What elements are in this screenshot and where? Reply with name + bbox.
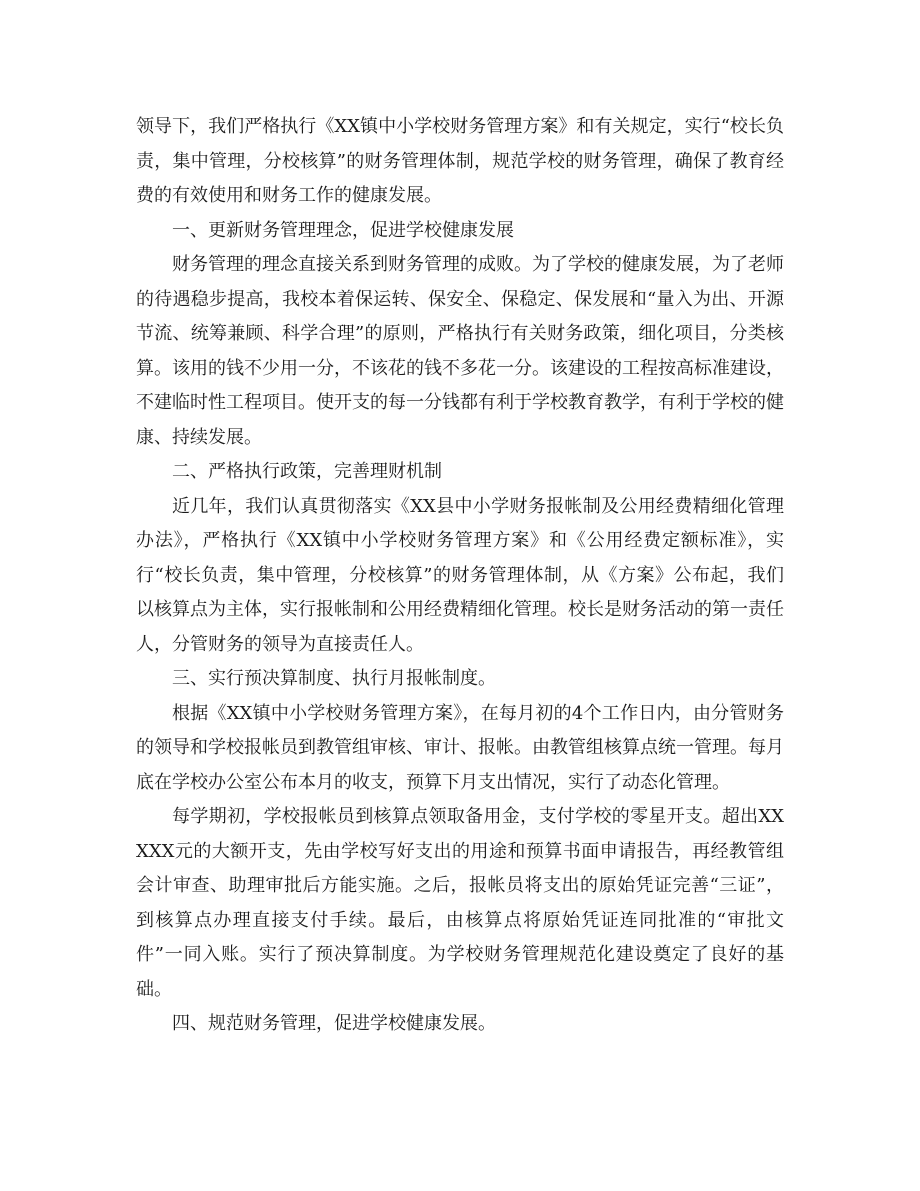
section-heading-4: 四、规范财务管理，促进学校健康发展。	[172, 1013, 496, 1034]
section-heading-3: 三、实行预决算制度、执行月报帐制度。	[172, 668, 496, 689]
section-heading-2: 二、严格执行政策，完善理财机制	[172, 461, 442, 482]
paragraph-intro-continued: 领导下，我们严格执行《XX镇中小学校财务管理方案》和有关规定，实行“校长负责，集中管理，分校核算”的财务管理体制，规范学校的财务管理，确保了教育经费的有效使用和财务工作的健康发展。	[136, 116, 784, 206]
paragraph-section-3-a: 根据《XX镇中小学校财务管理方案》，在每月初的4个工作日内，由分管财务的领导和学校报帐员到教管组审核、审计、报帐。由教管组核算点统一管理。每月底在学校办公室公布本月的收支，预算下月支出情况，实行了动态化管理。	[136, 702, 784, 793]
paragraph-section-1: 财务管理的理念直接关系到财务管理的成败。为了学校的健康发展，为了老师的待遇稳步提高，我校本着保运转、保安全、保稳定、保发展和“量入为出、开源节流、统筹兼顾、科学合理”的原则，严格执行有关财务政策，细化项目，分类核算。该用的钱不少用一分，不该花的钱不多花一分。该建设的工程按高标准建设，不建临时性工程项目。使开支的每一分钱都有利于学校教育教学，有利于学校的健康、持续发展。	[136, 254, 784, 448]
document-body	[136, 110, 784, 1042]
paragraph-section-3-b: 每学期初，学校报帐员到核算点领取备用金，支付学校的零星开支。超出XXXXX元的大额开支，先由学校写好支出的用途和预算书面申请报告，再经教管组会计审查、助理审批后方能实施。之后，报帐员将支出的原始凭证完善“三证”，到核算点办理直接支付手续。最后，由核算点将原始凭证连同批准的“审批文件”一同入账。实行了预决算制度。为学校财务管理规范化建设奠定了良好的基础。	[136, 806, 784, 1000]
section-heading-1: 一、更新财务管理理念，促进学校健康发展	[172, 219, 514, 241]
paragraph-section-2: 近几年，我们认真贯彻落实《XX县中小学财务报帐制及公用经费精细化管理办法》，严格执行《XX镇中小学校财务管理方案》和《公用经费定额标准》，实行“校长负责，集中管理，分校核算”的财务管理体制，从《方案》公布起，我们以核算点为主体，实行报帐制和公用经费精细化管理。校长是财务活动的第一责任人，分管财务的领导为直接责任人。	[136, 495, 784, 655]
